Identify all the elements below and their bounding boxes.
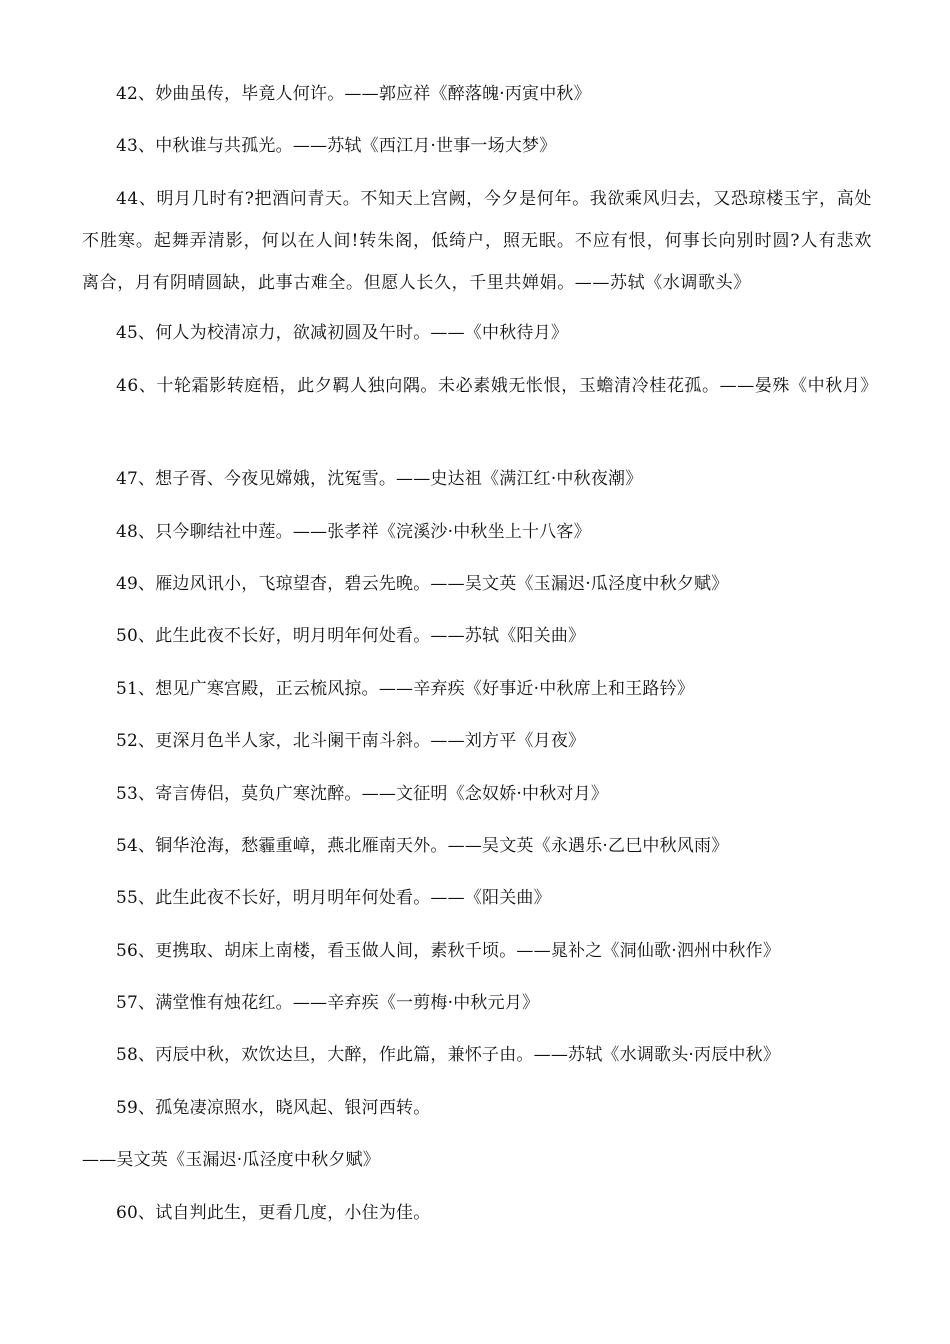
entry-51: 51、想见广寒宫殿，正云梳风掠。——辛弃疾《好事近·中秋席上和王路钤》 bbox=[116, 679, 695, 699]
entry-48: 48、只今聊结社中莲。——张孝祥《浣溪沙·中秋坐上十八客》 bbox=[116, 522, 591, 542]
entry-43: 43、中秋谁与共孤光。——苏轼《西江月·世事一场大梦》 bbox=[116, 136, 557, 156]
entry-45: 45、何人为校清凉力，欲减初圆及午时。——《中秋待月》 bbox=[116, 323, 569, 343]
entry-53: 53、寄言俦侣，莫负广寒沈醉。——文征明《念奴娇·中秋对月》 bbox=[116, 784, 609, 804]
entry-44: 44、明月几时有?把酒问青天。不知天上宫阙，今夕是何年。我欲乘风归去，又恐琼楼玉宇，高处不胜寒。起舞弄清影，何以在人间!转朱阁，低绮户，照无眠。不应有恨，何事长向别时圆?人有悲欢离合，月有阴晴圆缺，此事古难全。但愿人长久，千里共婵娟。——苏轼《水调歌头》 bbox=[82, 189, 872, 293]
entry-52: 52、更深月色半人家，北斗阑干南斗斜。——刘方平《月夜》 bbox=[116, 731, 586, 751]
entry-59-attribution: ——吴文英《玉漏迟·瓜泾度中秋夕赋》 bbox=[82, 1150, 381, 1170]
entry-55: 55、此生此夜不长好，明月明年何处看。——《阳关曲》 bbox=[116, 888, 551, 908]
entry-54: 54、铜华沧海，愁霾重嶂，燕北雁南天外。——吴文英《永遇乐·乙巳中秋风雨》 bbox=[116, 836, 729, 856]
entry-46: 46、十轮霜影转庭梧，此夕羁人独向隅。未必素娥无怅恨，玉蟾清冷桂花孤。——晏殊《中秋月》 bbox=[116, 376, 879, 396]
entry-49: 49、雁边风讯小，飞琼望杳，碧云先晚。——吴文英《玉漏迟·瓜泾度中秋夕赋》 bbox=[116, 574, 729, 594]
entry-59: 59、孤兔凄凉照水，晓风起、银河西转。 bbox=[116, 1098, 431, 1118]
entry-50: 50、此生此夜不长好，明月明年何处看。——苏轼《阳关曲》 bbox=[116, 626, 586, 646]
entry-58: 58、丙辰中秋，欢饮达旦，大醉，作此篇，兼怀子由。——苏轼《水调歌头·丙辰中秋》 bbox=[116, 1045, 781, 1065]
entry-42: 42、妙曲虽传，毕竟人何许。——郭应祥《醉落魄·丙寅中秋》 bbox=[116, 84, 591, 104]
entry-57: 57、满堂惟有烛花红。——辛弃疾《一剪梅·中秋元月》 bbox=[116, 993, 540, 1013]
entry-56: 56、更携取、胡床上南楼，看玉做人间，素秋千顷。——晁补之《洞仙歌·泗州中秋作》 bbox=[116, 941, 781, 961]
entry-60: 60、试自判此生，更看几度，小住为佳。 bbox=[116, 1203, 431, 1223]
entry-47: 47、想子胥、今夜见嫦娥，沈冤雪。——史达祖《满江红·中秋夜潮》 bbox=[116, 469, 643, 489]
